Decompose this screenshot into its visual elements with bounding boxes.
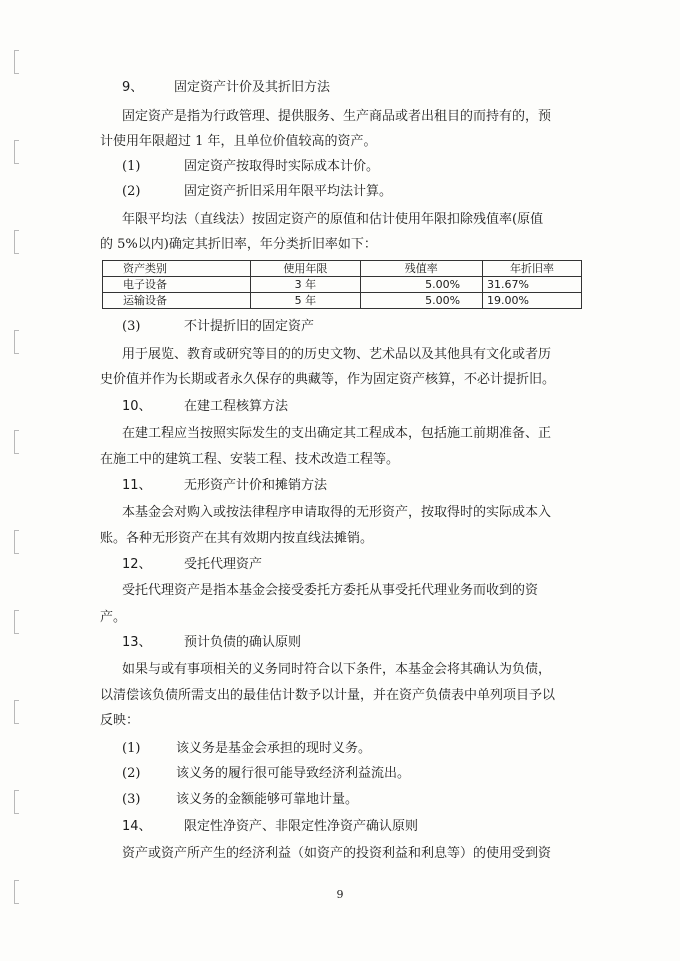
table-cell: 19.00% bbox=[483, 293, 582, 309]
section-11-heading: 11、 无形资产计价和摊销方法 bbox=[122, 478, 328, 493]
binder-mark bbox=[14, 700, 19, 724]
list-item-9-2: (2) 固定资产折旧采用年限平均法计算。 bbox=[122, 184, 393, 199]
para-13-line-2: 以清偿该负债所需支出的最佳估计数予以计量，并在资产负债表中单列项目予以 bbox=[100, 688, 556, 703]
table-cell: 运输设备 bbox=[103, 293, 251, 309]
table-row bbox=[103, 277, 582, 293]
table-header-cell: 年折旧率 bbox=[483, 261, 582, 277]
binder-mark bbox=[14, 140, 19, 164]
section-12-heading: 12、 受托代理资产 bbox=[122, 557, 263, 572]
para-14-line-1: 资产或资产所产生的经济利益（如资产的投资利益和利息等）的使用受到资 bbox=[122, 846, 552, 861]
depreciation-rate-table bbox=[102, 260, 582, 309]
table-header-row bbox=[103, 261, 582, 277]
table-cell: 电子设备 bbox=[103, 277, 251, 293]
para-9-line-2: 计使用年限超过 1 年，且单位价值较高的资产。 bbox=[100, 134, 377, 149]
para-10-line-1: 在建工程应当按照实际发生的支出确定其工程成本，包括施工前期准备、正 bbox=[122, 426, 552, 441]
page-number: 9 bbox=[336, 888, 344, 901]
table-cell: 5 年 bbox=[251, 293, 360, 309]
list-item-9-1: (1) 固定资产按取得时实际成本计价。 bbox=[122, 159, 380, 174]
table-cell: 5.00% bbox=[360, 277, 482, 293]
para-11-line-1: 本基金会对购入或按法律程序申请取得的无形资产，按取得时的实际成本入 bbox=[122, 505, 552, 520]
table-cell: 5.00% bbox=[360, 293, 482, 309]
binder-mark bbox=[14, 610, 19, 634]
table-header-cell: 使用年限 bbox=[251, 261, 360, 277]
table-cell: 3 年 bbox=[251, 277, 360, 293]
table-row bbox=[103, 293, 582, 309]
list-item-13-1: (1) 该义务是基金会承担的现时义务。 bbox=[122, 741, 372, 756]
binder-mark bbox=[14, 230, 19, 254]
para-9b-line-1: 用于展览、教育或研究等目的的历史文物、艺术品以及其他具有文化或者历 bbox=[122, 347, 552, 362]
binder-mark bbox=[14, 330, 19, 354]
table-cell: 31.67% bbox=[483, 277, 582, 293]
table-header-cell: 残值率 bbox=[360, 261, 482, 277]
para-9b-line-2: 史价值并作为长期或者永久保存的典藏等，作为固定资产核算，不必计提折旧。 bbox=[100, 372, 556, 387]
para-9-line-4: 的 5%以内)确定其折旧率，年分类折旧率如下： bbox=[100, 237, 377, 252]
list-item-9-3: (3) 不计提折旧的固定资产 bbox=[122, 319, 315, 334]
section-14-heading: 14、 限定性净资产、非限定性净资产确认原则 bbox=[122, 819, 419, 834]
para-13-line-1: 如果与或有事项相关的义务同时符合以下条件，本基金会将其确认为负债， bbox=[122, 662, 552, 677]
para-12-line-2: 产。 bbox=[100, 610, 127, 625]
para-9-line-1: 固定资产是指为行政管理、提供服务、生产商品或者出租目的而持有的，预 bbox=[122, 109, 552, 124]
section-10-heading: 10、 在建工程核算方法 bbox=[122, 399, 289, 414]
list-item-13-2: (2) 该义务的履行很可能导致经济利益流出。 bbox=[122, 766, 411, 781]
para-9-line-3: 年限平均法（直线法）按固定资产的原值和估计使用年限扣除残值率(原值 bbox=[122, 212, 544, 227]
section-13-heading: 13、 预计负债的确认原则 bbox=[122, 635, 302, 650]
para-11-line-2: 账。各种无形资产在其有效期内按直线法摊销。 bbox=[100, 531, 374, 546]
binder-mark bbox=[14, 530, 19, 554]
para-12-line-1: 受托代理资产是指本基金会接受委托方委托从事受托代理业务而收到的资 bbox=[122, 583, 539, 598]
section-9-heading: 9、 固定资产计价及其折旧方法 bbox=[122, 80, 331, 95]
binder-mark bbox=[14, 790, 19, 814]
table-header-cell: 资产类别 bbox=[103, 261, 251, 277]
binder-mark bbox=[14, 430, 19, 454]
para-10-line-2: 在施工中的建筑工程、安装工程、技术改造工程等。 bbox=[100, 452, 400, 467]
binder-mark bbox=[14, 50, 19, 74]
para-13-line-3: 反映： bbox=[100, 713, 140, 728]
list-item-13-3: (3) 该义务的金额能够可靠地计量。 bbox=[122, 792, 359, 807]
